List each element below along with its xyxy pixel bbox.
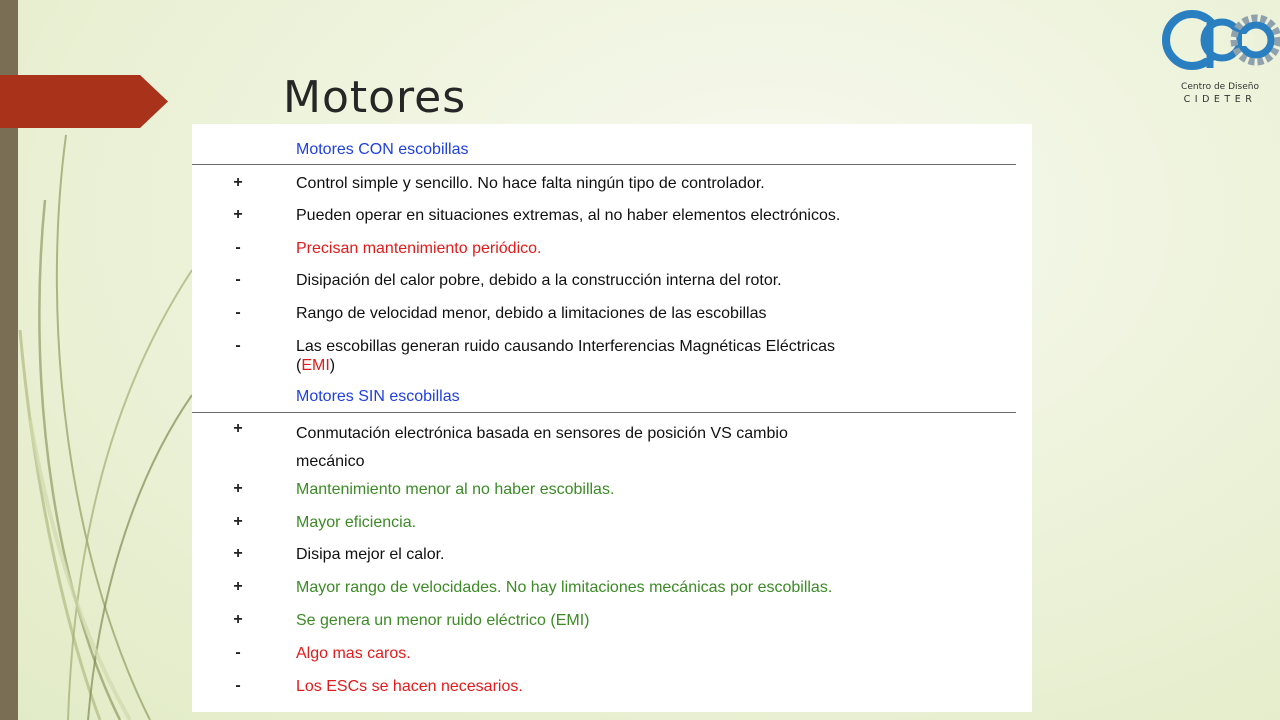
emi-highlight: EMI <box>301 357 330 374</box>
row-text: Se genera un menor ruido eléctrico (EMI) <box>296 612 590 629</box>
row-text: Pueden operar en situaciones extremas, al no haber elementos electrónicos. <box>296 207 841 224</box>
row-text: Disipa mejor el calor. <box>296 546 445 563</box>
row-text: Mayor eficiencia. <box>296 514 417 531</box>
row-text: Mayor rango de velocidades. No hay limitaciones mecánicas por escobillas. <box>296 579 833 596</box>
pro-sign: + <box>233 545 243 562</box>
motors-comparison-table <box>192 124 1032 712</box>
row-text-line1: Las escobillas generan ruido causando Interferencias Magnéticas Eléctricas <box>296 338 835 355</box>
section-divider <box>192 412 1016 413</box>
pro-sign: + <box>233 611 243 628</box>
cdc-logo <box>1160 2 1280 112</box>
pro-sign: + <box>233 174 243 191</box>
con-sign: - <box>235 677 241 694</box>
pro-sign: + <box>233 578 243 595</box>
row-text-line1: Conmutación electrónica basada en sensores de posición VS cambio <box>296 425 788 442</box>
con-sign: - <box>235 271 241 288</box>
con-sign: - <box>235 644 241 661</box>
pro-sign: + <box>233 420 243 437</box>
logo-subtitle-line1: Centro de Diseño <box>1181 82 1259 92</box>
row-text-multiline <box>296 337 1016 375</box>
section-header-con-escobillas: Motores CON escobillas <box>296 141 469 158</box>
row-text: Mantenimiento menor al no haber escobillas. <box>296 481 615 498</box>
section-header-sin-escobillas: Motores SIN escobillas <box>296 388 460 405</box>
logo-subtitle-line2: CIDETER <box>1183 94 1257 105</box>
row-text: Algo mas caros. <box>296 645 411 662</box>
title-accent-arrow <box>0 75 168 128</box>
pro-sign: + <box>233 513 243 530</box>
row-text-open-paren: ( <box>296 357 302 374</box>
row-text: Control simple y sencillo. No hace falta ningún tipo de controlador. <box>296 175 765 192</box>
cdc-logo-icon <box>1160 2 1280 82</box>
row-text-line2: mecánico <box>296 453 365 470</box>
row-text-multiline <box>296 420 1016 476</box>
row-text: Disipación del calor pobre, debido a la construcción interna del rotor. <box>296 272 782 289</box>
con-sign: - <box>235 304 241 321</box>
pro-sign: + <box>233 206 243 223</box>
pro-sign: + <box>233 480 243 497</box>
row-text: Precisan mantenimiento periódico. <box>296 240 542 257</box>
row-text: Rango de velocidad menor, debido a limitaciones de las escobillas <box>296 305 767 322</box>
slide-title: Motores <box>283 72 467 123</box>
section-divider <box>192 164 1016 165</box>
con-sign: - <box>235 239 241 256</box>
row-text: Los ESCs se hacen necesarios. <box>296 678 523 695</box>
con-sign: - <box>235 337 241 354</box>
row-text-close-paren: ) <box>329 357 336 374</box>
